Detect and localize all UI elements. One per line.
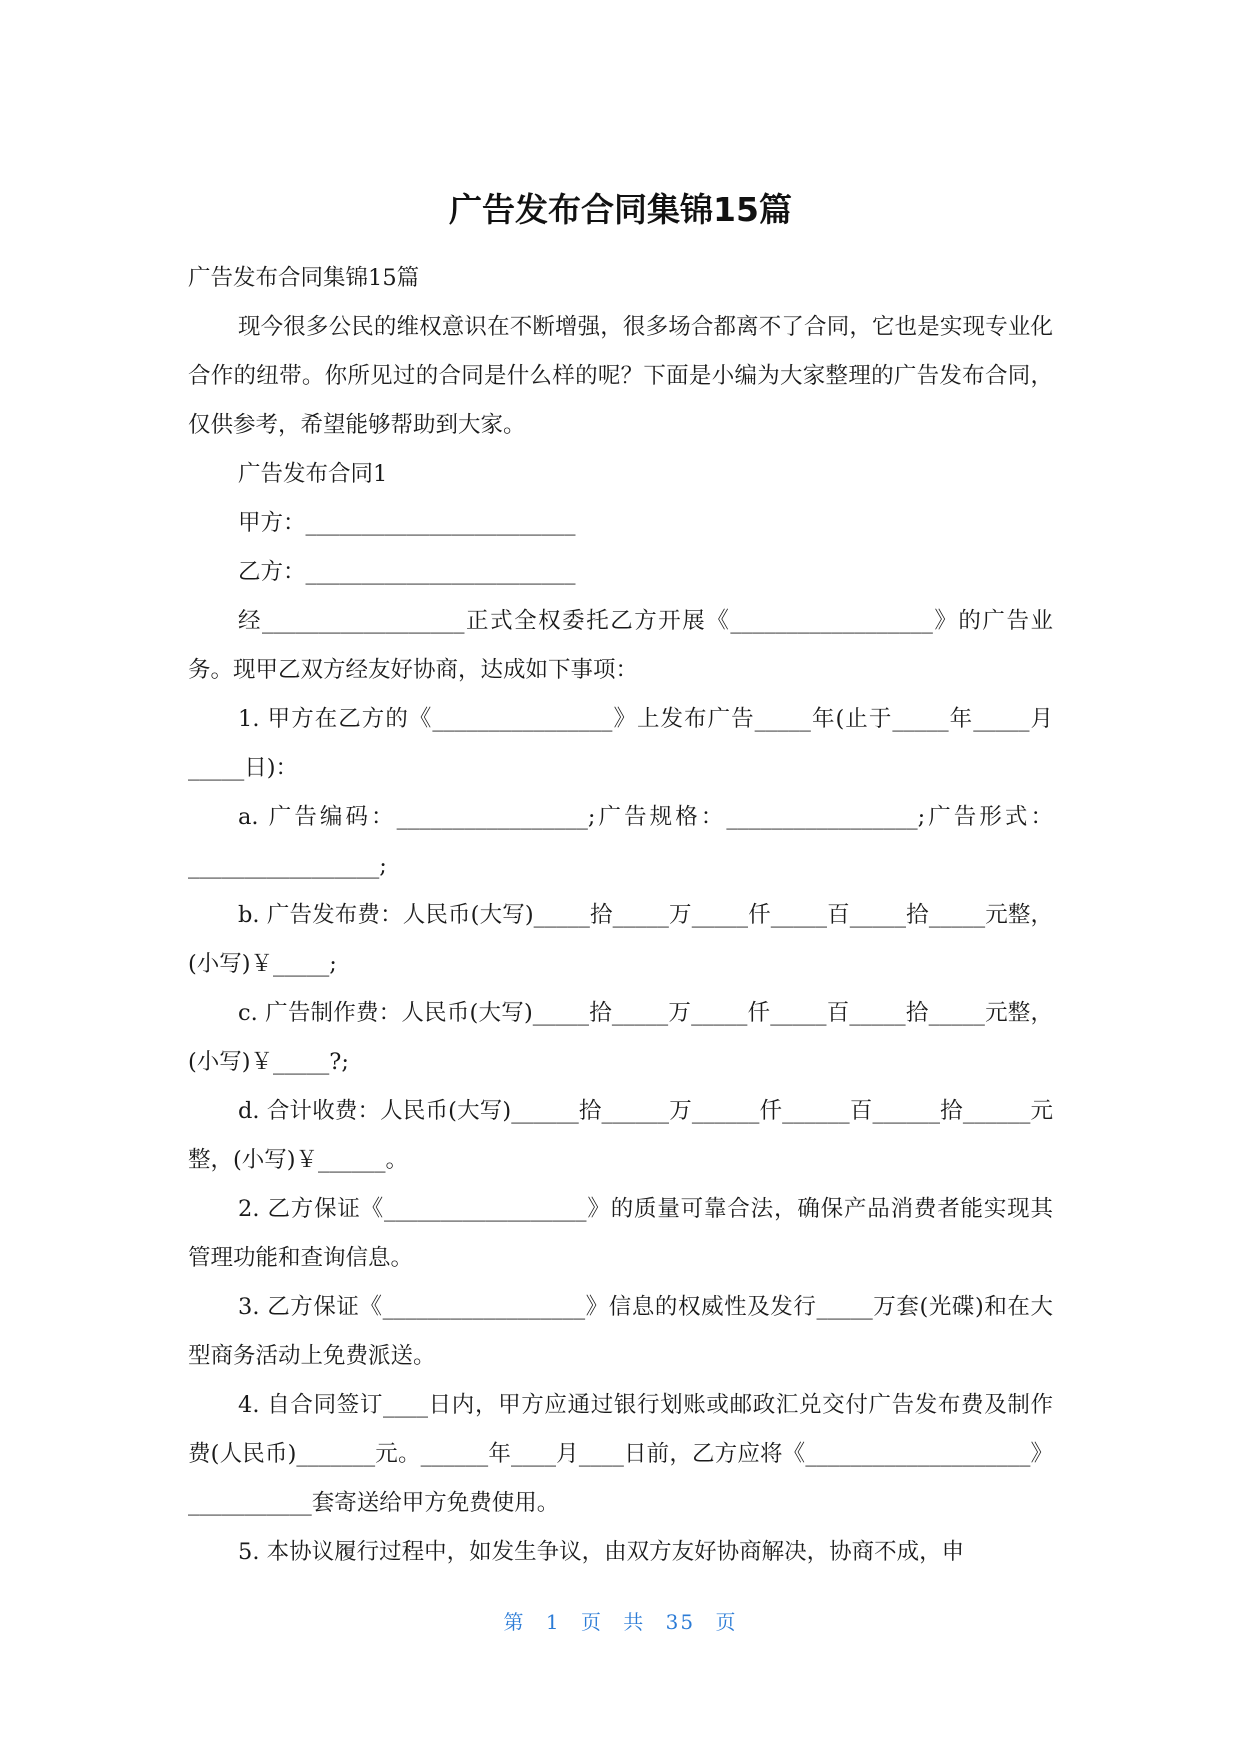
intro-paragraph: 现今很多公民的维权意识在不断增强，很多场合都离不了合同，它也是实现专业化合作的纽带。你所见过的合同是什么样的呢？下面是小编为大家整理的广告发布合同，仅供参考，希望能够帮助到大家。	[188, 314, 1053, 438]
document-body	[188, 254, 1053, 1577]
clause-paragraph: a. 广告编码：_________________;广告规格：_________________;广告形式：_________________;	[188, 804, 1053, 879]
clause-paragraph: 5. 本协议履行过程中，如发生争议，由双方友好协商解决，协商不成，申	[238, 1539, 965, 1565]
subtitle-line: 广告发布合同集锦15篇	[188, 265, 420, 291]
clause-paragraph: d. 合计收费：人民币(大写)______拾______万______仟______百______拾______元整，(小写)￥______。	[188, 1098, 1053, 1173]
contract-heading: 广告发布合同1	[238, 461, 388, 487]
clause-paragraph: 3. 乙方保证《__________________》信息的权威性及发行_____万套(光碟)和在大型商务活动上免费派送。	[188, 1294, 1053, 1369]
clause-paragraph: b. 广告发布费：人民币(大写)_____拾_____万_____仟_____百_____拾_____元整，(小写)￥_____;	[188, 902, 1053, 977]
party-b-line: 乙方：________________________	[238, 559, 576, 585]
clause-paragraph: c. 广告制作费：人民币(大写)_____拾_____万_____仟_____百_____拾_____元整，(小写)￥_____?;	[188, 1000, 1053, 1075]
clause-paragraph: 经__________________正式全权委托乙方开展《__________________》的广告业务。现甲乙双方经友好协商，达成如下事项：	[188, 608, 1053, 683]
clause-paragraph: 4. 自合同签订____日内，甲方应通过银行划账或邮政汇兑交付广告发布费及制作费(人民币)_______元。______年____月____日前，乙方应将《____________________》___________套寄送给甲方免费使用。	[188, 1392, 1053, 1516]
page-footer: 第 1 页 共 35 页	[503, 1610, 738, 1634]
document-title: 广告发布合同集锦15篇	[449, 190, 792, 229]
clause-paragraph: 2. 乙方保证《__________________》的质量可靠合法，确保产品消费者能实现其管理功能和查询信息。	[188, 1196, 1053, 1271]
party-a-line: 甲方：________________________	[238, 510, 576, 536]
clause-paragraph: 1. 甲方在乙方的《________________》上发布广告_____年(止于_____年_____月_____日)：	[188, 706, 1053, 781]
